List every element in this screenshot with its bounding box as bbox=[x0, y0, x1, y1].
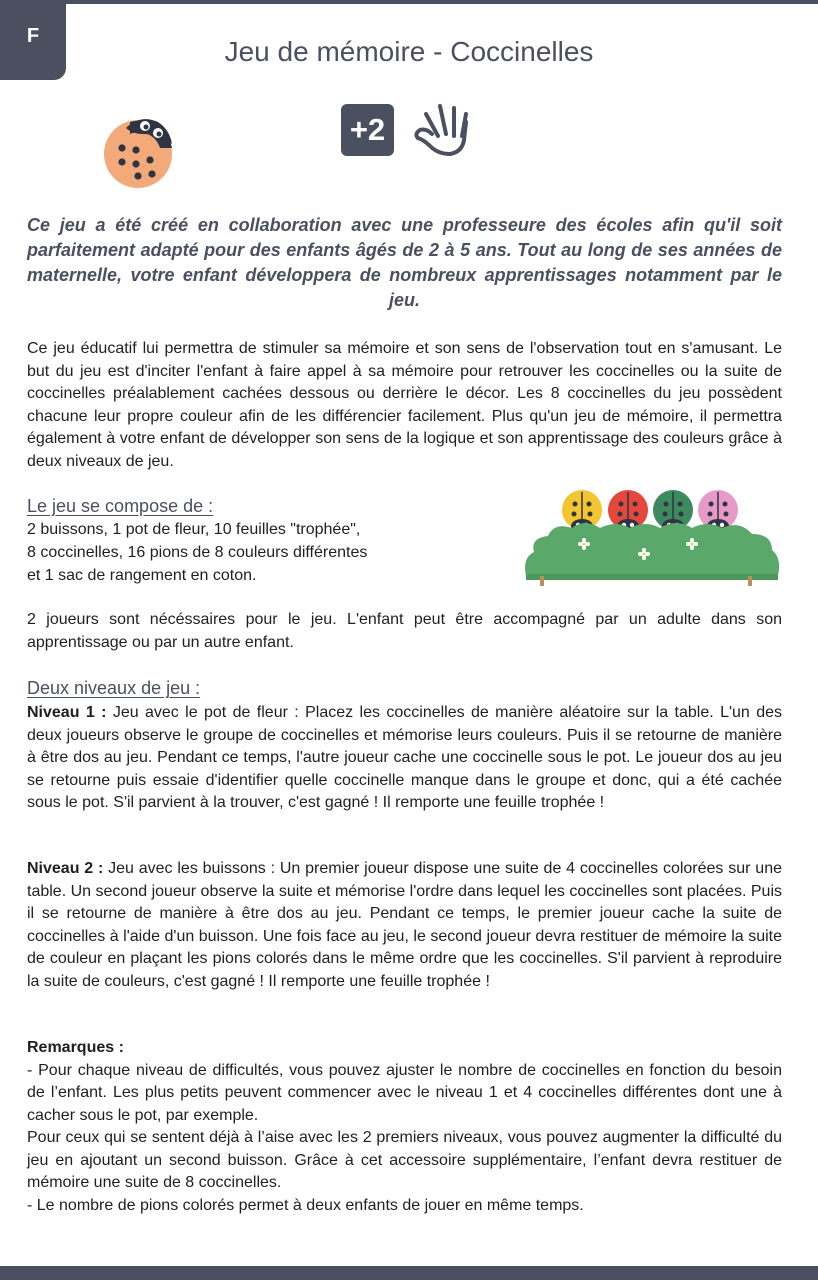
level1-label: Niveau 1 : bbox=[27, 704, 107, 721]
language-tab bbox=[0, 0, 66, 80]
age-badge-label: +2 bbox=[349, 112, 386, 147]
contents-line: 2 buissons, 1 pot de fleur, 10 feuilles "trophée", bbox=[27, 521, 361, 538]
level1-paragraph bbox=[27, 702, 782, 815]
level1-text: Jeu avec le pot de fleur : Placez les coccinelles de manière aléatoire sur la table. L'un des deux joueurs observe le groupe de coccinelles et mémorise leurs couleurs. Puis il se retourne de manière à être dos au jeu. Pendant ce temps, l'autre joueur cache une coccinelle sous le pot. Le joueur dos au jeu se retourne puis essaie d'identifier quelle coccinelle manque dans le groupe et donc, qui a été cachée sous le pot. S'il parvient à la trouver, c'est gagné ! Il remporte une feuille trophée ! bbox=[27, 704, 782, 811]
bottom-rule bbox=[0, 1266, 818, 1280]
contents-line: et 1 sac de rangement en coton. bbox=[27, 567, 257, 584]
age-badge bbox=[341, 104, 394, 156]
page-title: Jeu de mémoire - Coccinelles bbox=[224, 36, 594, 67]
level2-text: Jeu avec les buissons : Un premier joueur dispose une suite de 4 coccinelles colorées sur une table. Un second joueur observe la suite et mémorise l'ordre dans lequel les coccinelles sont placées. Puis il se retourne de manière à être dos au jeu. Pendant ce temps, le premier joueur cache la suite de coccinelles à l'aide d'un buisson. Une fois face au jeu, le second joueur devra restituer de mémoire la suite de couleur en plaçant les pions colorés dans le même ordre que les coccinelles. S'il parvient à reproduire la suite de couleurs, c'est gagné ! Il remporte une feuille trophée ! bbox=[27, 860, 782, 990]
intro-text: Ce jeu a été créé en collaboration avec une professeure des écoles afin qu'il soit parfaitement adapté pour des enfants âgés de 2 à 5 ans. Tout au long de ses années de maternelle, votre enfant développera de nombreux apprentissages notamment par le jeu. bbox=[27, 215, 782, 310]
description-text: Ce jeu éducatif lui permettra de stimuler sa mémoire et son sens de l'observation tout en s'amusant. Le but du jeu est d'inciter l'enfant à faire appel à sa mémoire pour retrouver les coccinelles ou la suite de coccinelles préalablement cachées dessous ou derrière le décor. Les 8 coccinelles du jeu possèdent chacune leur propre couleur afin de les différencier facilement. Plus qu'un jeu de mémoire, il permettra également à votre enfant de développer son sens de la logique et son apprentissage des couleurs grâce à deux niveaux de jeu. bbox=[27, 340, 782, 470]
top-rule bbox=[0, 0, 818, 4]
contents-list bbox=[27, 518, 367, 587]
contents-line: 8 coccinelles, 16 pions de 8 couleurs différentes bbox=[27, 544, 368, 561]
level2-label: Niveau 2 : bbox=[27, 860, 104, 877]
remarks-text-2: Pour ceux qui se sentent déjà à l’aise avec les 2 premiers niveaux, vous pouvez augmenter la difficulté du jeu en ajoutant un second buisson. Grâce à cet accessoire supplémentaire, l’enfant devra restituer de mémoire une suite de 8 coccinelles. bbox=[27, 1129, 782, 1191]
language-code: F bbox=[26, 24, 40, 47]
remarks-text-3: - Le nombre de pions colorés permet à deux enfants de jouer en même temps. bbox=[27, 1196, 584, 1214]
contents-heading: Le jeu se compose de : bbox=[27, 496, 214, 516]
hand-icon bbox=[410, 100, 472, 160]
level2-paragraph bbox=[27, 858, 782, 993]
remarks-paragraph bbox=[27, 1037, 782, 1217]
players-text: 2 joueurs sont nécéssaires pour le jeu. L'enfant peut être accompagné par un adulte dans son apprentissage ou par un autre enfant. bbox=[27, 611, 782, 651]
levels-heading: Deux niveaux de jeu : bbox=[27, 678, 201, 698]
ladybug-icon bbox=[100, 112, 180, 192]
remarks-text-1: - Pour chaque niveau de difficultés, vous pouvez ajuster le nombre de coccinelles en fonction du besoin de l’enfant. Les plus petits peuvent commencer avec le niveau 1 et 4 coccinelles différentes dont une à cacher sous le pot, par exemple. bbox=[27, 1061, 782, 1124]
remarks-heading: Remarques : bbox=[27, 1039, 124, 1056]
bush-with-ladybugs-icon bbox=[520, 488, 784, 588]
